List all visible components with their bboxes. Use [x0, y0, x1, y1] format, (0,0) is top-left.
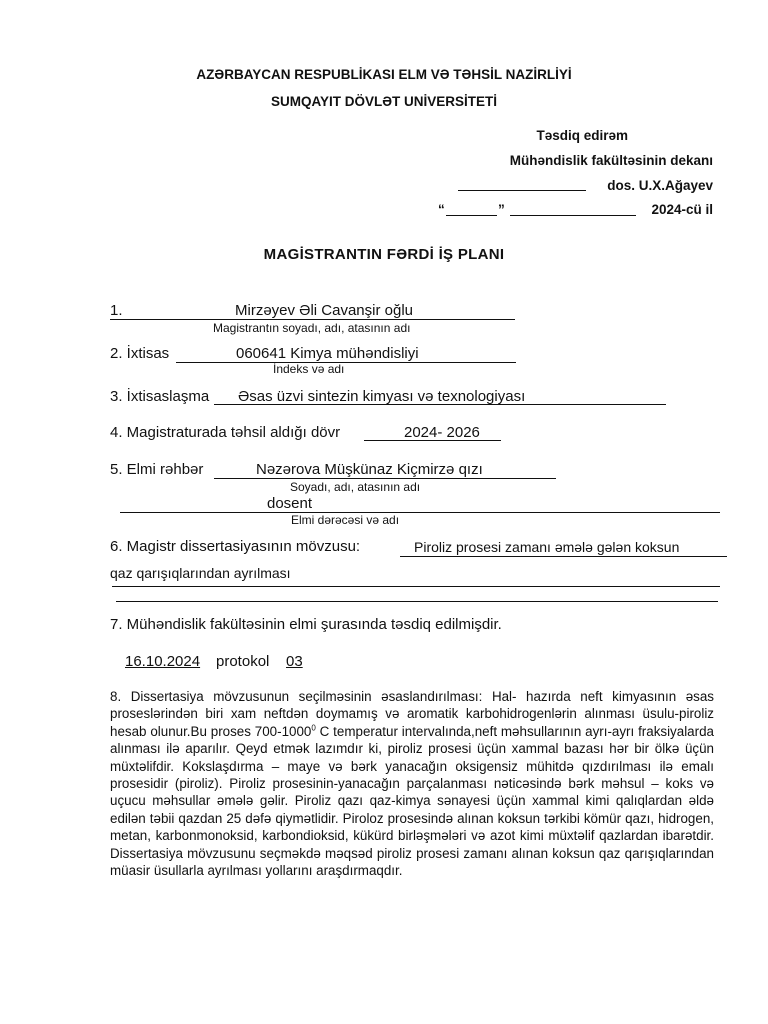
- field7-protocol-label: protokol: [216, 653, 270, 670]
- field1-number: 1.: [110, 302, 123, 319]
- field6-value2: qaz qarışıqlarından ayrılması: [110, 565, 291, 581]
- field3-value: Əsas üzvi sintezin kimyası və texnologiyası: [238, 388, 526, 405]
- field2-value: 060641 Kimya mühəndisliyi: [236, 345, 419, 362]
- degree-superscript: 0: [311, 723, 316, 733]
- field6-value1: Piroliz prosesi zamanı əmələ gələn koksun: [414, 539, 680, 555]
- field5-line: [214, 478, 556, 479]
- ministry-title: AZƏRBAYCAN RESPUBLİKASI ELM VƏ TƏHSİL NAZİRLİYİ: [196, 67, 572, 82]
- field4-label: 4. Magistraturada təhsil aldığı dövr: [110, 424, 341, 441]
- field2-label: 2. İxtisas: [110, 345, 170, 362]
- section8-text3: Piroliz qazı qaz-kimya sənayesi üçün xammal kimi qalıqlardan əldə edilən təbii qazdan 25 dəfə qiymətlidir. Piroloz prosesində alınan koksun tərkibi kömür qazı, hidrogen, metan, karbonmonoksid, karbondioksid, kükürd birləşmələri və azot kimi müxtəlif qazlardan ibarətdir. Dissertasiya mövzusunu seçməkdə məqsəd piroliz prosesi zamanı alınan koksun qaz qarışıqlarından müasir üsullarla ayrılması yollarını araşdırmaqdır.: [110, 793, 714, 879]
- approval-signature: dos. U.X.Ağayev: [607, 178, 713, 193]
- field1-line: [110, 319, 515, 320]
- field6-line3: [116, 601, 718, 602]
- approval-dean: Mühəndislik fakültəsinin dekanı: [509, 153, 713, 168]
- field5-label: 5. Elmi rəhbər: [110, 461, 204, 478]
- page-title: MAGİSTRANTIN FƏRDİ İŞ PLANI: [263, 246, 505, 263]
- field5-degree-line: [120, 512, 720, 513]
- field4-value: 2024- 2026: [404, 424, 480, 441]
- field5-degree: dosent: [267, 495, 313, 512]
- section8-text2: C temperatur intervalında,neft məhsullarının ayrı-ayrı fraksiyalarda alınması ilə aparılır. Qeyd etmək lazımdır ki, piroliz prosesi üçün xammal bazası hər bir ölkə üçün müxtəlifdir. Kokslaşdırma – maye və bərk yanacağın oksigensiz mühitdə qızdırılması ilə emalı prosesidir (piroliz). Piroliz prosesinin-yanacağın parçalanması nəticəsində bərk məhsul – koks və uçucu məhsullar əmələ gəlir.: [110, 723, 714, 809]
- field6-line1: [400, 556, 727, 557]
- approval-year: 2024-cü il: [651, 202, 713, 217]
- section8-text1: Hal- hazırda neft kimyasının əsas proseslərindən biri xam neftdən doymamış və aromatik karbohidrogenlərin alınması üsulu-piroliz hesab olunur.Bu proses 700-1000: [110, 689, 714, 739]
- month-line: [510, 215, 636, 216]
- field1-caption: Magistrantın soyadı, adı, atasının adı: [213, 321, 411, 335]
- field5-degree-caption: Elmi dərəcəsi və adı: [291, 513, 400, 527]
- field7-protocol-number: 03: [286, 653, 303, 670]
- quote-open: “: [438, 202, 445, 217]
- field2-line: [176, 362, 516, 363]
- field5-caption: Soyadı, adı, atasının adı: [290, 480, 421, 494]
- university-title: SUMQAYIT DÖVLƏT UNİVERSİTETİ: [270, 94, 498, 109]
- field6-line2: [112, 586, 720, 587]
- field2-caption: İndeks və adı: [273, 362, 345, 376]
- quote-close: ”: [498, 202, 505, 217]
- approval-line1: Təsdiq edirəm: [536, 128, 628, 143]
- field5-value: Nəzərova Müşkünaz Kiçmirzə qızı: [256, 461, 483, 478]
- day-line: [446, 215, 497, 216]
- section8-paragraph: [110, 688, 714, 879]
- field7-date: 16.10.2024: [125, 653, 201, 670]
- signature-line: [458, 190, 586, 191]
- field6-label: 6. Magistr dissertasiyasının mövzusu:: [110, 538, 361, 555]
- section8-label: 8. Dissertasiya mövzusunun seçilməsinin əsaslandırılması:: [110, 689, 483, 704]
- field7-label: 7. Mühəndislik fakültəsinin elmi şurasında təsdiq edilmişdir.: [110, 616, 502, 633]
- field3-label: 3. İxtisaslaşma: [110, 388, 210, 405]
- field1-value: Mirzəyev Əli Cavanşir oğlu: [235, 302, 414, 319]
